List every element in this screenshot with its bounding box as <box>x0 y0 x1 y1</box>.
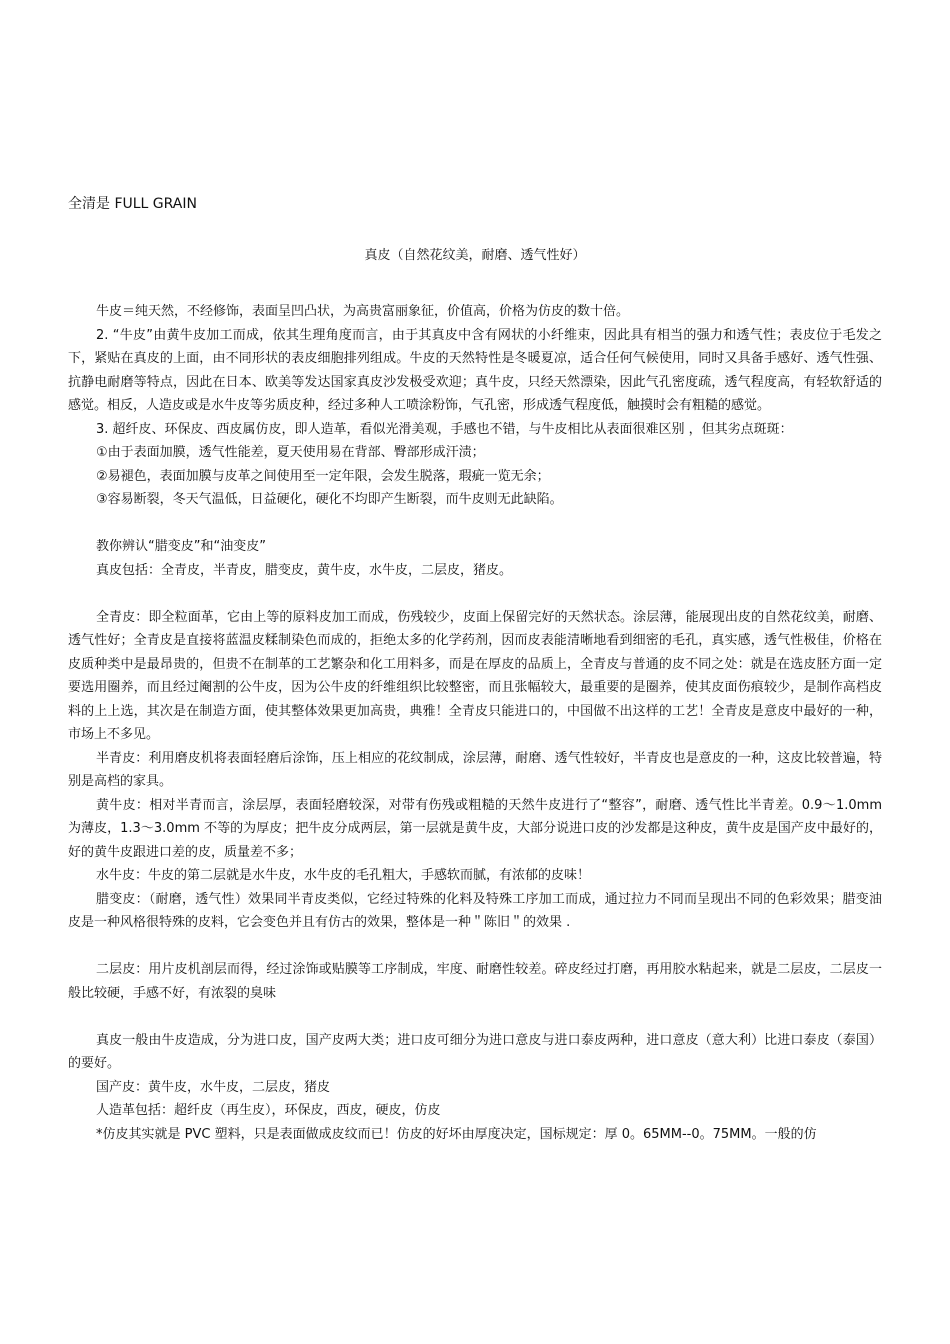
document-heading: 全清是 FULL GRAIN <box>68 196 197 212</box>
paragraph-gap <box>68 935 882 959</box>
paragraph-gap <box>68 1005 882 1029</box>
document-subtitle: 真皮（自然花纹美，耐磨、透气性好） <box>364 248 586 263</box>
paragraph-artificial-leather: 人造革包括：超纤皮（再生皮），环保皮，西皮，硬皮，仿皮 <box>96 1103 441 1118</box>
list-item-defect-3: ③容易断裂，冬天气温低，日益硬化，硬化不均即产生断裂，而牛皮则无此缺陷。 <box>96 492 563 507</box>
paragraph-gap <box>68 582 882 606</box>
list-item-defect-1: ①由于表面加膜，透气性能差，夏天使用易在背部、臀部形成汗渍； <box>96 445 485 460</box>
paragraph-domestic-leather: 国产皮：黄牛皮，水牛皮，二层皮，猪皮 <box>96 1079 331 1095</box>
section-heading-identify: 教你辨认“腊变皮”和“油变皮” <box>96 539 266 554</box>
list-item-defect-2: ②易褪色，表面加膜与皮革之间使用至一定年限，会发生脱落，瑕疵一览无余； <box>96 468 550 484</box>
paragraph-leather-types: 真皮包括：全青皮，半青皮，腊变皮，黄牛皮，水牛皮，二层皮，猪皮。 <box>96 562 513 578</box>
paragraph-clip <box>68 1123 882 1147</box>
paragraph-pvc-note: *仿皮其实就是 PVC 塑料，只是表面做成皮纹而已！仿皮的好坏由厚度决定，国标规定：厚 0。65MM--0。75MM。一般的仿 <box>96 1126 817 1142</box>
paragraph-cowhide-properties: 2. “牛皮”由黄牛皮加工而成，依其生理角度而言，由于其真皮中含有网状的小纤维束，因此具有相当的强力和透气性；表皮位于毛发之下，紧贴在真皮的上面，由不同形状的表皮细胞排列组成。牛皮的天然特性是冬暖夏凉，适合任何气候使用，同时又具备手感好、透气性强、抗静电耐磨等特点，因此在日本、欧美等发达国家真皮沙发极受欢迎；真牛皮，只经天然漂染，因此气孔密度疏，透气程度高，有轻软舒适的感觉。相反，人造皮或是水牛皮等劣质皮种，经过多种人工喷涂粉饰，气孔密，形成透气程度低，触摸时会有粗糙的感觉。 <box>68 327 882 413</box>
paragraph-cowhide-intro: 牛皮＝纯天然，不经修饰，表面呈凹凸状，为高贵富丽象征，价值高，价格为仿皮的数十倍。 <box>96 304 630 319</box>
paragraph-buffalo-hide: 水牛皮：牛皮的第二层就是水牛皮，水牛皮的毛孔粗大，手感软而腻，有浓郁的皮味！ <box>96 868 591 883</box>
paragraph-split-leather: 二层皮：用片皮机剖层而得，经过涂饰或贴膜等工序制成，牢度、耐磨性较差。碎皮经过打磨，再用胶水粘起来，就是二层皮，二层皮一般比较硬，手感不好，有浓裂的臭味 <box>68 962 882 1001</box>
paragraph-semi-grain: 半青皮：利用磨皮机将表面轻磨后涂饰，压上相应的花纹制成，涂层薄，耐磨、透气性较好，半青皮也是意皮的一种，这皮比较普遍，特别是高档的家具。 <box>68 750 882 789</box>
document-body <box>68 300 882 1146</box>
paragraph-gap <box>68 512 882 536</box>
paragraph-imitation-leather: 3. 超纤皮、环保皮、西皮属仿皮，即人造革，看似光滑美观，手感也不错，与牛皮相比从表面很难区别 ，但其劣点斑斑： <box>96 421 793 437</box>
paragraph-yellow-cowhide: 黄牛皮：相对半青而言，涂层厚，表面轻磨较深，对带有伤残或粗糙的天然牛皮进行了“整容”，耐磨、透气性比半青差。0.9～1.0mm 为薄皮，1.3～3.0mm 不等的为厚皮；把牛皮分成两层，第一层就是黄牛皮，大部分说进口皮的沙发都是这种皮，黄牛皮是国产皮中最好的，好的黄牛皮跟进口差的皮，质量差不多； <box>68 797 882 860</box>
paragraph-wax-leather: 腊变皮：（耐磨，透气性）效果同半青皮类似，它经过特殊的化料及特殊工序加工而成，通过拉力不同而呈现出不同的色彩效果；腊变油皮是一种风格很特殊的皮料，它会变色并且有仿古的效果，整体是一种＂陈旧＂的效果 . <box>68 891 882 930</box>
paragraph-full-grain: 全青皮：即全粒面革，它由上等的原料皮加工而成，伤残较少，皮面上保留完好的天然状态。涂层薄，能展现出皮的自然花纹美，耐磨、透气性好；全青皮是直接将蓝温皮糅制染色而成的，拒绝太多的化学药剂，因而皮表能清晰地看到细密的毛孔，真实感，透气性极佳，价格在皮质种类中是最昂贵的，但贵不在制革的工艺繁杂和化工用料多，而是在厚皮的品质上，全青皮与普通的皮不同之处：就是在选皮胚方面一定要选用圈养，而且经过阉割的公牛皮，因为公牛皮的纤维组织比较整密，而且张幅较大，最重要的是圈养，使其皮面伤痕较少，是制作高档皮料的上上选，其次是在制造方面，使其整体效果更加高贵，典雅！全青皮只能进口的，中国做不出这样的工艺！全青皮是意皮中最好的一种，市场上不多见。 <box>68 609 882 742</box>
paragraph-origin: 真皮一般由牛皮造成，分为进口皮，国产皮两大类；进口皮可细分为进口意皮与进口泰皮两种，进口意皮（意大利）比进口泰皮（泰国）的要好。 <box>68 1032 882 1071</box>
